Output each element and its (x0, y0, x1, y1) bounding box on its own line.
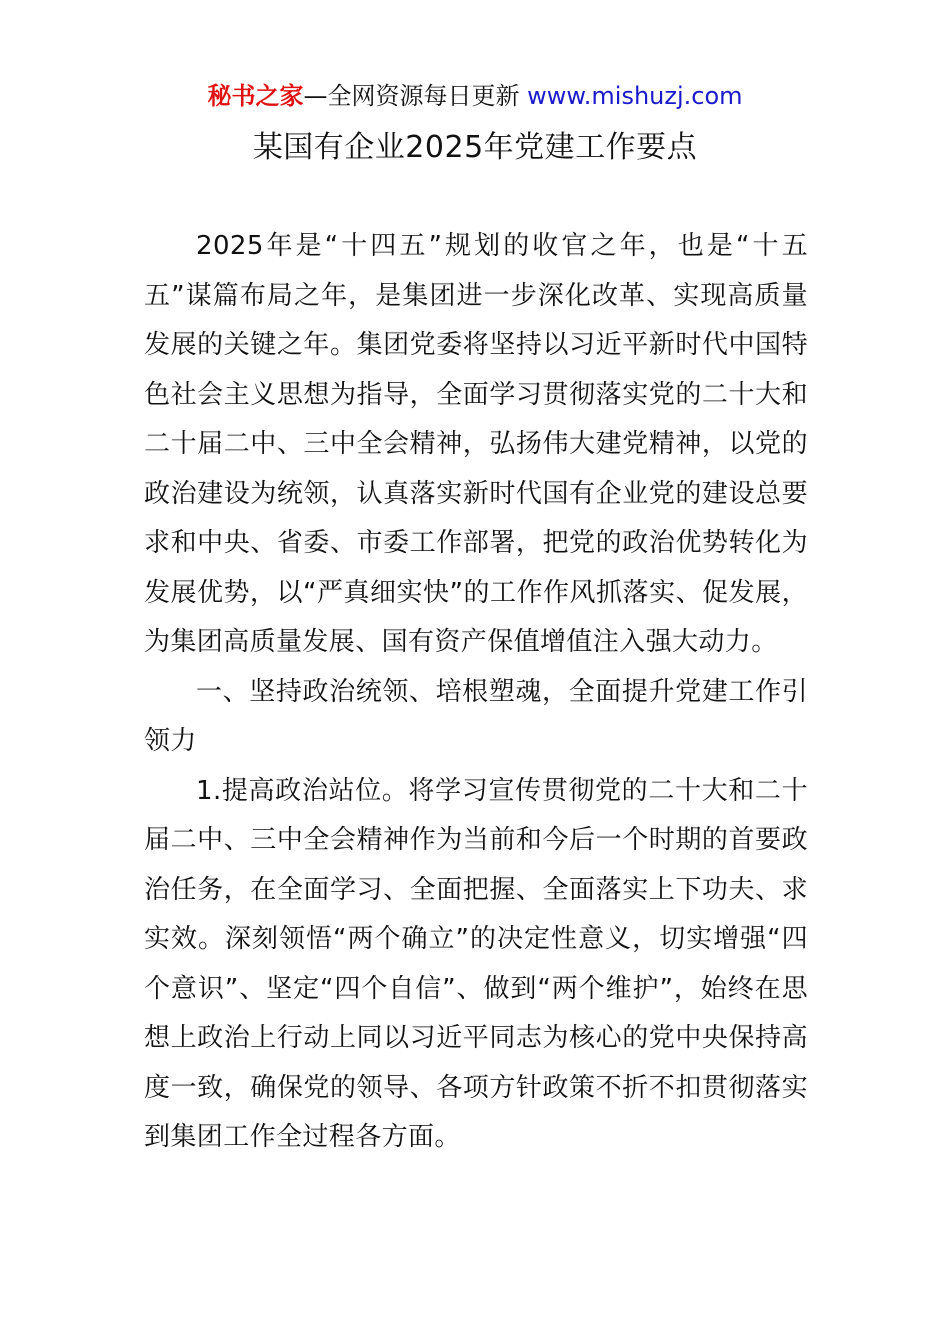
document-body (144, 222, 808, 1163)
site-header (0, 80, 950, 112)
section-heading-1: 一、坚持政治统领、培根塑魂，全面提升党建工作引领力 (144, 676, 808, 756)
header-tagline: —全网资源每日更新 (303, 82, 520, 110)
document-title: 某国有企业2025年党建工作要点 (252, 130, 698, 165)
site-url-link[interactable]: www.mishuzj.com (527, 82, 743, 110)
item-paragraph-1: 1.提高政治站位。将学习宣传贯彻党的二十大和二十届二中、三中全会精神作为当前和今后一个时期的首要政治任务，在全面学习、全面把握、全面落实上下功夫、求实效。深刻领悟“两个确立”的决定性意义，切实增强“四个意识”、坚定“四个自信”、做到“两个维护”，始终在思想上政治上行动上同以习近平同志为核心的党中央保持高度一致，确保党的领导、各项方针政策不折不扣贯彻落实到集团工作全过程各方面。 (144, 775, 808, 1152)
intro-paragraph: 2025年是“十四五”规划的收官之年，也是“十五五”谋篇布局之年，是集团进一步深化改革、实现高质量发展的关键之年。集团党委将坚持以习近平新时代中国特色社会主义思想为指导，全面学习贯彻落实党的二十大和二十届二中、三中全会精神，弘扬伟大建党精神，以党的政治建设为统领，认真落实新时代国有企业党的建设总要求和中央、省委、市委工作部署，把党的政治优势转化为发展优势，以“严真细实快”的工作作风抓落实、促发展，为集团高质量发展、国有资产保值增值注入强大动力。 (144, 231, 808, 657)
brand-name: 秘书之家 (207, 82, 304, 110)
